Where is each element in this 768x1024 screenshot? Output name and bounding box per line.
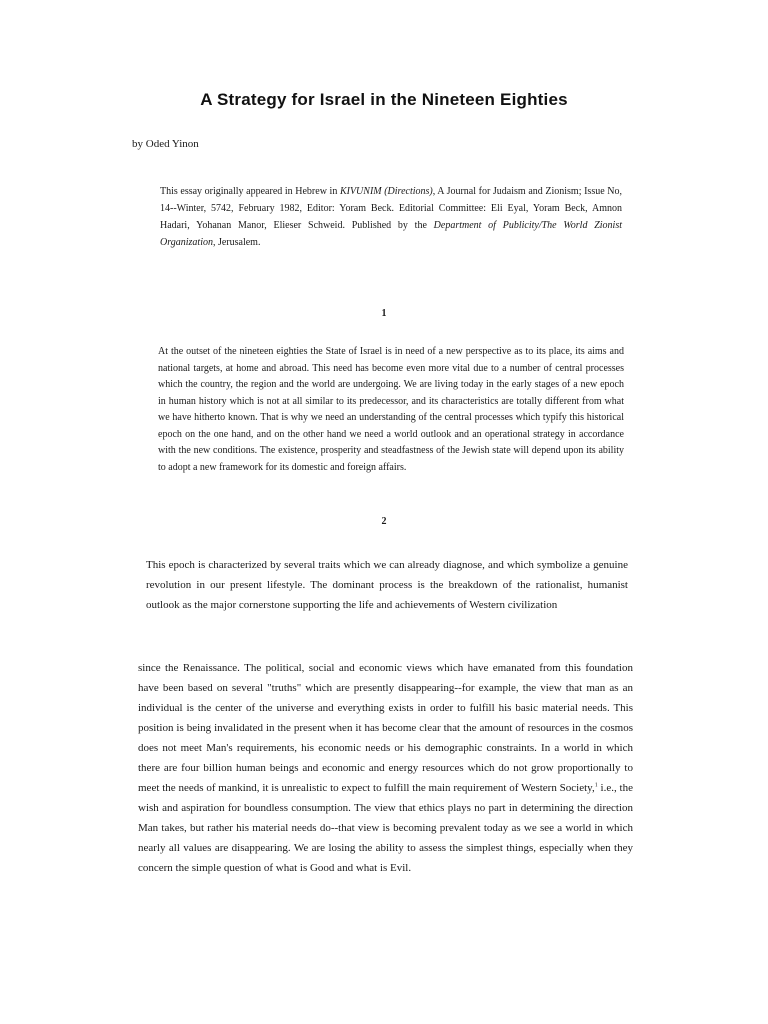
section-number-1: 1	[381, 308, 387, 319]
journal-name: KIVUNIM (Directions)	[339, 186, 433, 197]
author-byline: by Oded Yinon	[132, 138, 199, 150]
intro-text-2: , A Journal for Judaism and Zionism; Issue No, 14--Winter, 5742, February 1982, Editor: Yoram Beck. Editorial Committee: Eli Eyal, Yoram Beck, Amnon Hadari, Yohanan Manor, Elieser Schweid. Published by the	[160, 186, 622, 231]
document-title: A Strategy for Israel in the Nineteen Eighties	[200, 90, 568, 109]
section-1-paragraph: At the outset of the nineteen eighties the State of Israel is in need of a new perspective as to its place, its aims and national targets, at home and abroad. This need has become even more vital due to a number of central processes which the country, the region and the world are undergoing. We are living today in the early stages of a new epoch in human history which is not at all similar to its predecessor, and its characteristics are totally different from what we have hitherto known. That is why we need an understanding of the central processes which typify this historical epoch on the one hand, and on the other hand we need a world outlook and an operational strategy in accordance with the new conditions. The existence, prosperity and steadfastness of the Jewish state will depend upon its ability to adopt a new framework for its domestic and foreign affairs.	[158, 346, 624, 473]
intro-paragraph	[160, 183, 622, 251]
intro-text-3: , Jerusalem.	[212, 237, 261, 248]
section-2-paragraph-top: This epoch is characterized by several traits which we can already diagnose, and which symbolize a genuine revolution in our present lifestyle. The dominant process is the breakdown of the rationalist, humanist outlook as the major cornerstone supporting the life and achievements of Western civilization	[146, 559, 628, 611]
intro-text-1: This essay originally appeared in Hebrew in	[160, 186, 340, 197]
section-2-paragraph-continued	[138, 658, 633, 878]
publisher-name: Department of Publicity/The World Zionist Organization	[160, 220, 622, 248]
footnote-marker: 1	[594, 782, 598, 789]
section-2-text-part-1: since the Renaissance. The political, social and economic views which have emanated from this foundation have been based on several "truths" which are presently disappearing--for example, the view that man as an individual is the center of the universe and everything exists in order to fulfill his basic material needs. This position is being invalidated in the present when it has become clear that the amount of resources in the cosmos does not meet Man's requirements, his economic needs or his demographic constraints. In a world in which there are four billion human beings and economic and energy resources which do not grow proportionally to meet the needs of mankind, it is unrealistic to expect to fulfill the main requirement of Western Society,	[138, 662, 633, 794]
section-2-text-part-2: i.e., the wish and aspiration for boundless consumption. The view that ethics plays no part in determining the direction Man takes, but rather his material needs do--that view is becoming prevalent today as we see a world in which nearly all values are disappearing. We are losing the ability to assess the simplest things, especially when they concern the simple question of what is Good and what is Evil.	[138, 782, 633, 874]
section-number-2: 2	[381, 516, 387, 527]
